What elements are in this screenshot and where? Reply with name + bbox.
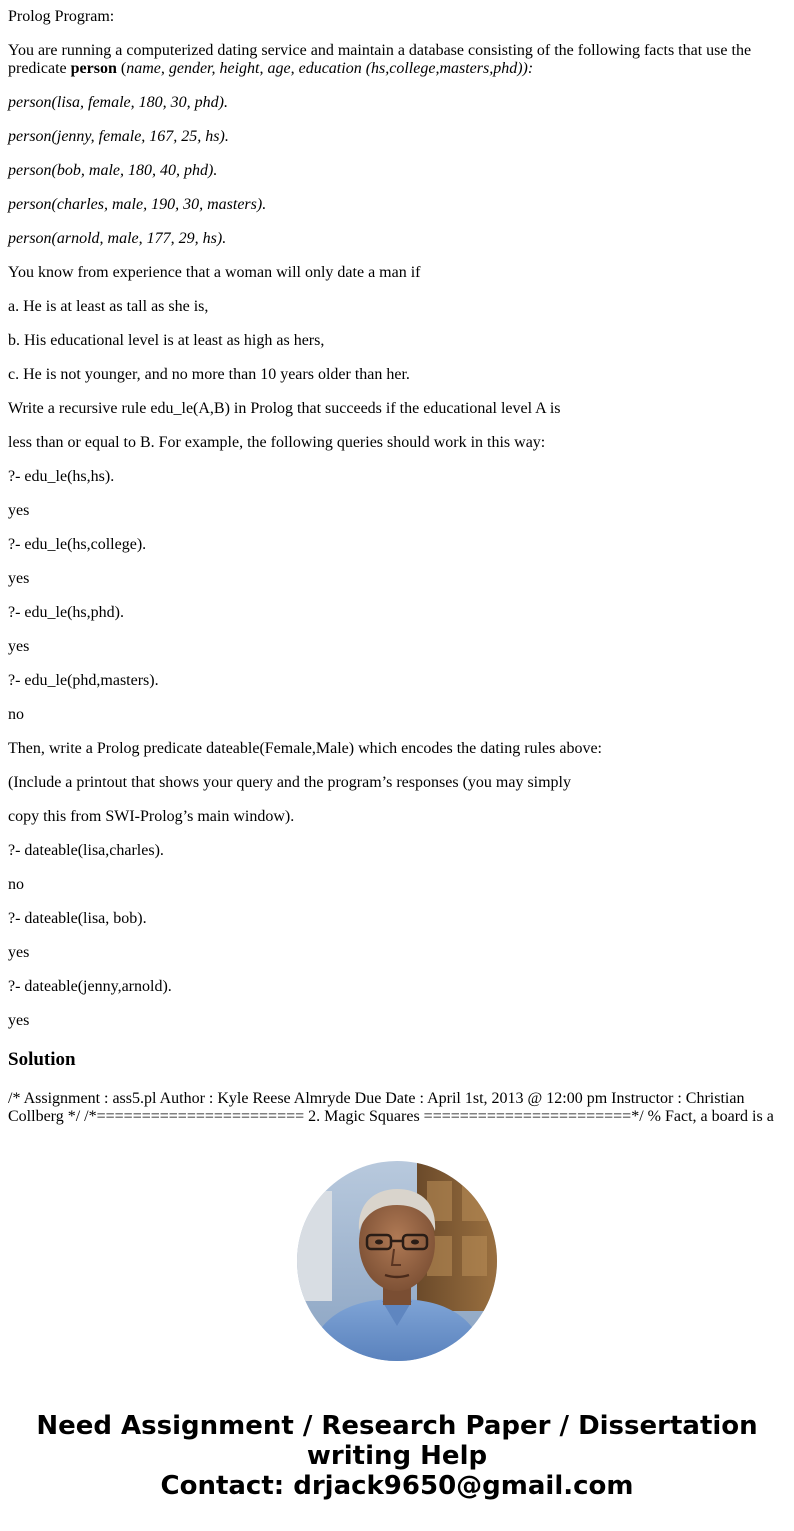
query-line: ?- edu_le(phd,masters).	[8, 672, 159, 689]
query-result: no	[8, 876, 24, 893]
fact-line: person(jenny, female, 167, 25, hs).	[8, 128, 229, 145]
query-line: ?- dateable(jenny,arnold).	[8, 978, 172, 995]
solution-heading: Solution	[8, 1049, 76, 1070]
fact-line: person(lisa, female, 180, 30, phd).	[8, 94, 228, 111]
fact-line: person(charles, male, 190, 30, masters).	[8, 196, 267, 213]
fact-line: person(arnold, male, 177, 29, hs).	[8, 230, 227, 247]
query-result: yes	[8, 502, 30, 519]
intro-args: name, gender, height, age, education (hs,college,masters,phd)):	[126, 60, 534, 77]
rule-intro: You know from experience that a woman will only date a man if	[8, 264, 421, 281]
query-result: no	[8, 706, 24, 723]
task1-line: less than or equal to B. For example, the following queries should work in this way:	[8, 434, 546, 451]
query-result: yes	[8, 944, 30, 961]
solution-code-preview: /* Assignment : ass5.pl Author : Kyle Reese Almryde Due Date : April 1st, 2013 @ 12:00 pm Instructor : Christian Collberg */ /*======================= 2. Magic Squares =======================*/ % Fact, a board is a	[8, 1090, 774, 1125]
promo-line: writing Help	[306, 1441, 488, 1471]
task2-line: Then, write a Prolog predicate dateable(Female,Male) which encodes the dating rules above:	[8, 740, 602, 757]
query-result: yes	[8, 638, 30, 655]
intro-paragraph	[8, 42, 786, 78]
intro-text: You are running a computerized dating service and maintain a database consisting of the following facts that use the predicate	[8, 42, 752, 77]
task2-line: copy this from SWI-Prolog’s main window).	[8, 808, 295, 825]
query-line: ?- edu_le(hs,hs).	[8, 468, 115, 485]
promo-line: Need Assignment / Research Paper / Dissertation	[36, 1411, 758, 1441]
rule-item: b. His educational level is at least as high as hers,	[8, 332, 325, 349]
query-line: ?- edu_le(hs,college).	[8, 536, 147, 553]
document-body	[0, 8, 794, 1126]
fact-line: person(bob, male, 180, 40, phd).	[8, 162, 218, 179]
query-line: ?- dateable(lisa, bob).	[8, 910, 147, 927]
query-line: ?- edu_le(hs,phd).	[8, 604, 124, 621]
author-avatar	[297, 1161, 497, 1361]
task1-line: Write a recursive rule edu_le(A,B) in Prolog that succeeds if the educational level A is	[8, 400, 561, 417]
document-title: Prolog Program:	[8, 8, 115, 25]
promo-contact: Contact: drjack9650@gmail.com	[160, 1471, 634, 1501]
promo-banner	[0, 1411, 794, 1501]
query-result: yes	[8, 570, 30, 587]
rule-item: a. He is at least as tall as she is,	[8, 298, 209, 315]
rule-item: c. He is not younger, and no more than 10 years older than her.	[8, 366, 410, 383]
query-result: yes	[8, 1012, 30, 1029]
query-line: ?- dateable(lisa,charles).	[8, 842, 164, 859]
author-photo-illustration	[297, 1161, 497, 1361]
task2-line: (Include a printout that shows your query and the program’s responses (you may simply	[8, 774, 571, 791]
intro-paren: (	[116, 60, 127, 77]
intro-predicate: person	[70, 60, 117, 77]
